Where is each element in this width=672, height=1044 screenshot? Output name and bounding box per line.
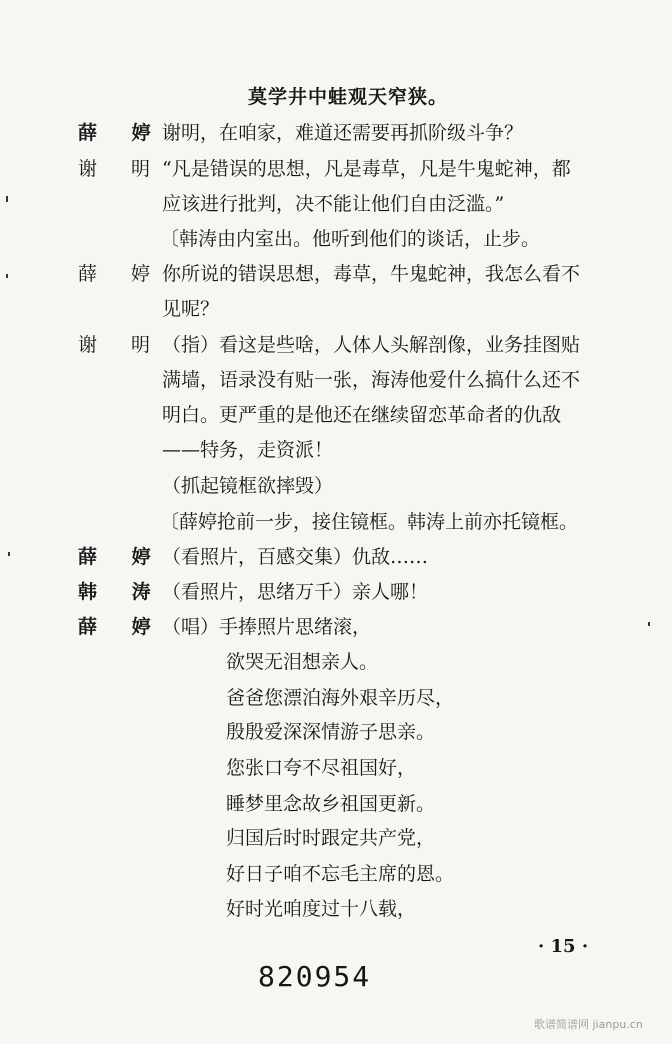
speaker-label: 谢 明 <box>78 158 165 180</box>
dialogue-line: “凡是错误的思想，凡是毒草，凡是牛鬼蛇神，都 <box>162 158 571 180</box>
stage-direction: 〔薛婷抢前一步，接住镜框。韩涛上前亦托镜框。 <box>160 511 579 533</box>
dialogue-line: 谢明，在咱家，难道还需要再抓阶级斗争？ <box>162 122 524 144</box>
stamp-number: 820954 <box>258 960 372 993</box>
stage-direction: 〔韩涛由内室出。他听到他们的谈话，止步。 <box>160 228 541 250</box>
scan-speck <box>6 196 8 202</box>
dialogue-line: ——特务，走资派！ <box>162 439 334 461</box>
speaker-label: 薛 婷 <box>78 616 165 638</box>
dialogue-line: （唱）手捧照片思绪滚， <box>162 616 372 638</box>
dialogue-line: 你所说的错误思想，毒草，牛鬼蛇神，我怎么看不 <box>162 263 581 285</box>
dialogue-line: （看照片，思绪万千）亲人哪！ <box>162 581 429 603</box>
speaker-label: 韩 涛 <box>78 581 165 603</box>
verse-line: 好日子咱不忘毛主席的恩。 <box>226 863 455 885</box>
stage-direction: （抓起镜框欲摔毁） <box>162 475 334 497</box>
verse-line: 归国后时时跟定共产党， <box>226 827 436 849</box>
verse-line: 爸爸您漂泊海外艰辛历尽， <box>226 687 455 709</box>
dialogue-line: （指）看这是些啥，人体人头解剖像，业务挂图贴 <box>162 334 581 356</box>
speaker-label: 薛 婷 <box>78 122 165 144</box>
speaker-label: 谢 明 <box>78 334 165 356</box>
scan-speck <box>648 622 650 626</box>
verse-heading: 莫学井中蛙观天窄狭。 <box>248 86 449 108</box>
verse-line: 欲哭无泪想亲人。 <box>226 651 379 673</box>
dialogue-line: 满墙，语录没有贴一张，海涛他爱什么搞什么还不 <box>162 369 581 391</box>
page-number: · 15 · <box>538 936 589 957</box>
verse-line: 您张口夸不尽祖国好， <box>226 757 417 779</box>
verse-line: 睡梦里念故乡祖国更新。 <box>226 793 436 815</box>
watermark-text: 歌谱简谱网 jianpu.cn <box>534 1018 643 1031</box>
verse-line: 好时光咱度过十八载， <box>226 898 417 920</box>
dialogue-line: 应该进行批判，决不能让他们自由泛滥。” <box>162 193 505 215</box>
speaker-label: 薛 婷 <box>78 263 165 285</box>
speaker-label: 薛 婷 <box>78 546 165 568</box>
dialogue-line: 见呢？ <box>162 298 220 320</box>
dialogue-line: 明白。更严重的是他还在继续留恋革命者的仇敌 <box>162 404 562 426</box>
verse-line: 殷殷爱深深情游子思亲。 <box>226 721 436 743</box>
scan-speck <box>8 552 10 556</box>
dialogue-line: （看照片，百感交集）仇敌…… <box>162 546 429 568</box>
scan-speck <box>6 274 8 278</box>
